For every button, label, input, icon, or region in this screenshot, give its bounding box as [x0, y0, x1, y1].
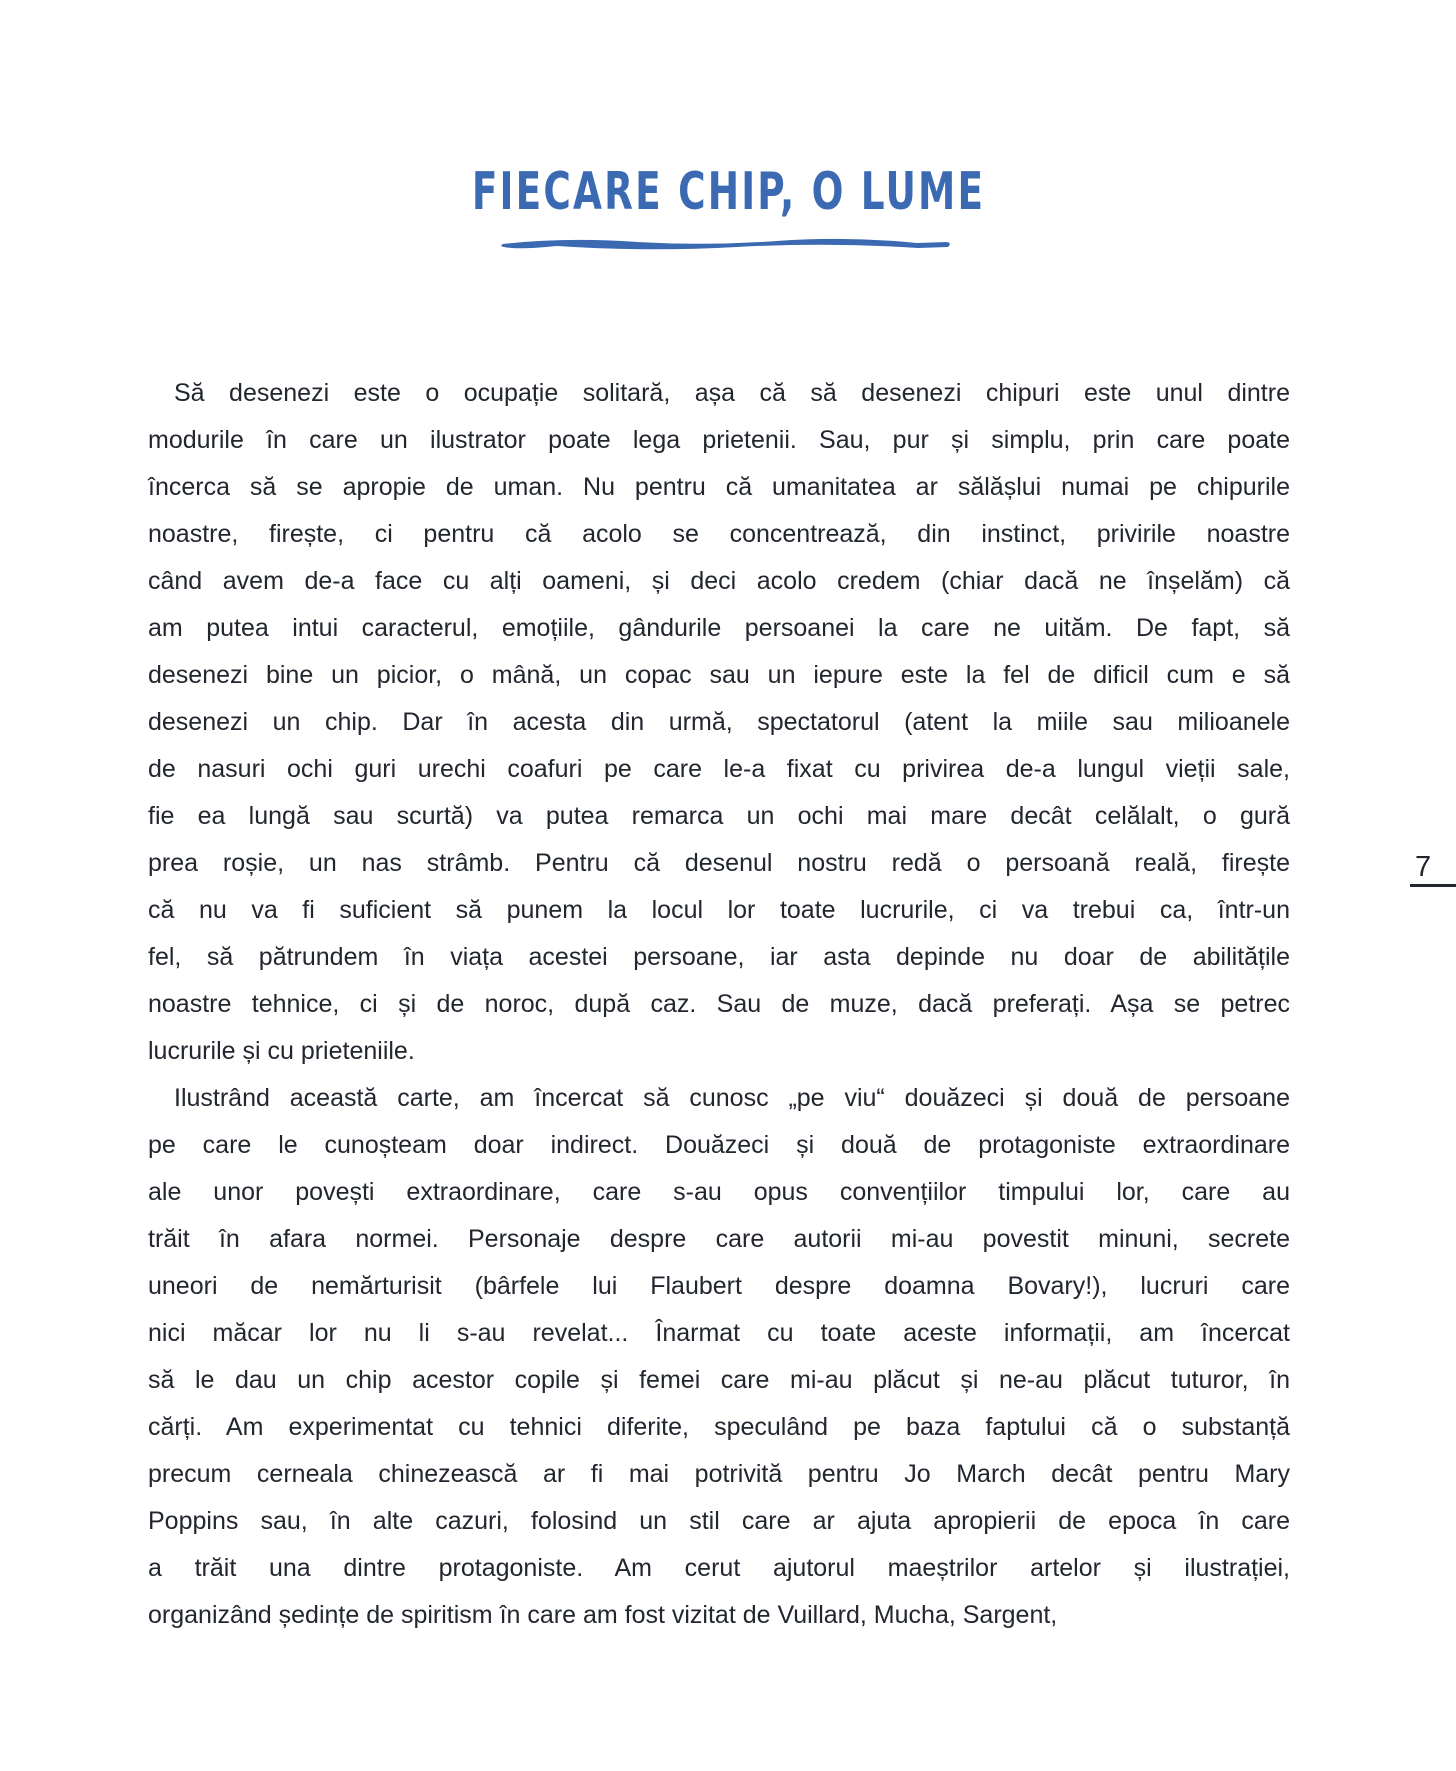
page-title-text: FIECARE CHIP, O LUME — [471, 162, 985, 222]
text-line: modurile în care un ilustrator poate lega prietenii. Sau, pur și simplu, prin care poate — [148, 426, 1290, 454]
page-title — [0, 163, 1456, 221]
text-line: când avem de-a face cu alți oameni, și deci acolo credem (chiar dacă ne înșelăm) că — [148, 567, 1290, 595]
text-line: Să desenezi este o ocupație solitară, așa că să desenezi chipuri este unul dintre — [174, 379, 1290, 407]
text-line: Poppins sau, în alte cazuri, folosind un stil care ar ajuta apropierii de epoca în care — [148, 1507, 1290, 1535]
text-line: noastre, firește, ci pentru că acolo se concentrează, din instinct, privirile noastre — [148, 520, 1290, 548]
text-line: noastre tehnice, ci și de noroc, după caz. Sau de muze, dacă preferați. Așa se petrec — [148, 990, 1290, 1018]
text-line: am putea intui caracterul, emoțiile, gândurile persoanei la care ne uităm. De fapt, să — [148, 614, 1290, 642]
text-line: fie ea lungă sau scurtă) va putea remarca un ochi mai mare decât celălalt, o gură — [148, 802, 1290, 830]
text-line: să le dau un chip acestor copile și femei care mi-au plăcut și ne-au plăcut tuturor, în — [148, 1366, 1290, 1394]
title-underline-stroke — [497, 234, 953, 256]
text-line: de nasuri ochi guri urechi coafuri pe care le-a fixat cu privirea de-a lungul vieții sale, — [148, 755, 1290, 783]
text-line: fel, să pătrundem în viața acestei persoane, iar asta depinde nu doar de abilitățile — [148, 943, 1290, 971]
text-line: trăit în afara normei. Personaje despre care autorii mi-au povestit minuni, secrete — [148, 1225, 1290, 1253]
text-line: precum cerneala chinezească ar fi mai potrivită pentru Jo March decât pentru Mary — [148, 1460, 1290, 1488]
text-line: pe care le cunoșteam doar indirect. Douăzeci și două de protagoniste extraordinare — [148, 1131, 1290, 1159]
text-line: desenezi bine un picior, o mână, un copac sau un iepure este la fel de dificil cum e să — [148, 661, 1290, 689]
text-line: că nu va fi suficient să punem la locul lor toate lucrurile, ci va trebui ca, într-un — [148, 896, 1290, 924]
text-line: cărți. Am experimentat cu tehnici diferite, speculând pe baza faptului că o substanță — [148, 1413, 1290, 1441]
text-line: desenezi un chip. Dar în acesta din urmă, spectatorul (atent la miile sau milioanele — [148, 708, 1290, 736]
body-text — [148, 370, 1290, 1639]
text-line: prea roșie, un nas strâmb. Pentru că desenul nostru redă o persoană reală, firește — [148, 849, 1290, 877]
page-number-rule — [1410, 884, 1456, 887]
text-line: a trăit una dintre protagoniste. Am cerut ajutorul maeștrilor artelor și ilustrației, — [148, 1554, 1290, 1582]
text-line: lucrurile și cu prieteniile. — [148, 1037, 415, 1065]
text-line: organizând ședințe de spiritism în care am fost vizitat de Vuillard, Mucha, Sargent, — [148, 1601, 1058, 1629]
text-line: încerca să se apropie de uman. Nu pentru că umanitatea ar sălășlui numai pe chipurile — [148, 473, 1290, 501]
text-line: Ilustrând această carte, am încercat să cunosc „pe viu“ douăzeci și două de persoane — [174, 1084, 1290, 1112]
text-line: ale unor povești extraordinare, care s-au opus convențiilor timpului lor, care au — [148, 1178, 1290, 1206]
text-line: nici măcar lor nu li s-au revelat... Înarmat cu toate aceste informații, am încercat — [148, 1319, 1290, 1347]
page-number: 7 — [1415, 851, 1432, 883]
text-line: uneori de nemărturisit (bârfele lui Flaubert despre doamna Bovary!), lucruri care — [148, 1272, 1290, 1300]
